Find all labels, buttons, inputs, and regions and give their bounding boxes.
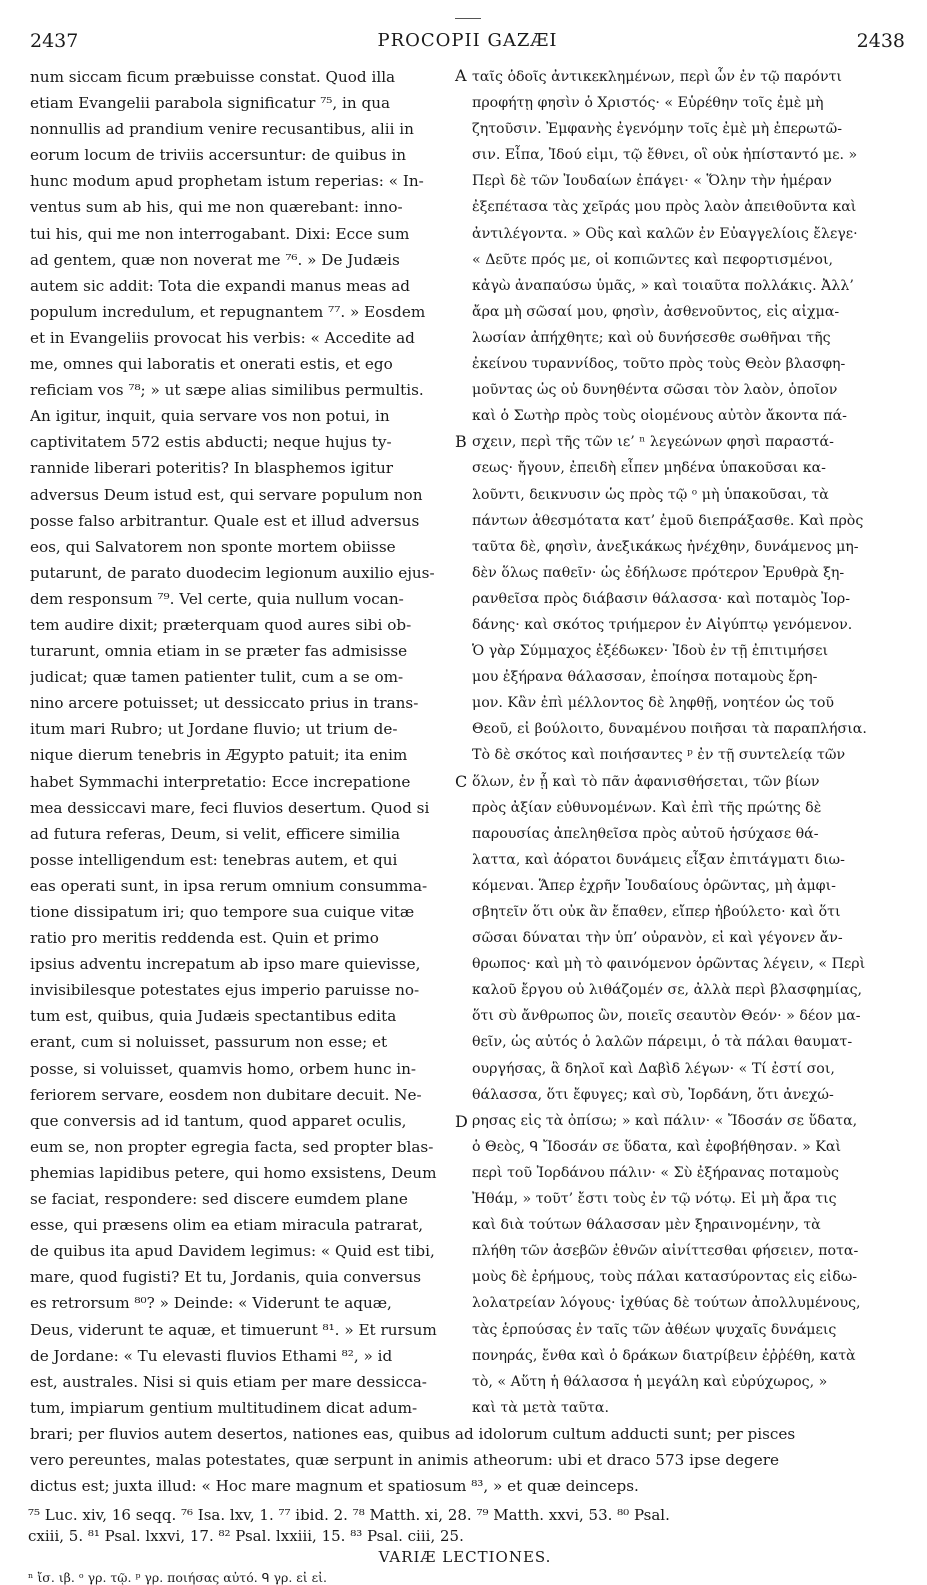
greek-line: θάλασσα, ὅτι ἔφυγες; καὶ σὺ, Ἰορδάνη, ὅτι ἀνεχώ- <box>472 1086 834 1103</box>
greek-line: Θεοῦ, εἰ βούλοιτο, δυναμένου ποιῆσαι τὰ παραπλήσια. <box>472 721 867 738</box>
full-width-line: vero pereuntes, malas potestates, quæ serpunt in animis atheorum: ubi et draco 573 ipse degere <box>30 1451 779 1470</box>
greek-line: περὶ τοῦ Ἰορδάνου πάλιν· « Σὺ ἐξήρανας ποταμοὺς <box>472 1164 839 1181</box>
greek-line: Ἠθάμ, » τοῦτ’ ἔστι τοὺς ἐν τῷ νότῳ. Εἰ μὴ ἄρα τις <box>472 1191 837 1208</box>
latin-line: mare, quod fugisti? Et tu, Jordanis, quia conversus <box>30 1268 422 1287</box>
greek-line: ρησας εἰς τὰ ὀπίσω; » καὶ πάλιν· « Ἴδοσάν σε ὕδατα, <box>472 1112 858 1129</box>
greek-line: ταῦτα δὲ, φησὶν, ἀνεξικάκως ἠνέχθην, δυνάμενος μη- <box>472 538 859 555</box>
right-page-number: 2438 <box>856 30 905 52</box>
footnote-line-2: cxiii, 5. ⁸¹ Psal. lxxvi, 17. ⁸² Psal. lxxiii, 15. ⁸³ Psal. ciii, 25. <box>28 1526 464 1545</box>
latin-line: nonnullis ad prandium venire recusantibus, alii in <box>30 120 414 139</box>
greek-column <box>472 64 904 1421</box>
latin-line: eorum locum de triviis accersuntur: de quibus in <box>30 146 407 165</box>
greek-line: σιν. Εἶπα, Ἰδού εἰμι, τῷ ἔθνει, οἳ οὐκ ἠπίσταντό με. » <box>472 147 858 164</box>
latin-line: phemias lapidibus petere, qui homo exsistens, Deum <box>30 1163 437 1182</box>
greek-line: δὲν ὅλως παθεῖν· ὡς ἐδήλωσε πρότερον Ἐρυθρὰ ξη- <box>472 564 845 581</box>
latin-line: nique dierum tenebris in Ægypto patuit; ita enim <box>30 746 408 765</box>
full-width-line: dictus est; juxta illud: « Hoc mare magnum et spatiosum ⁸³, » et quæ deinceps. <box>30 1477 639 1496</box>
footnote-line-1: ⁷⁵ Luc. xiv, 16 seqq. ⁷⁶ Isa. lxv, 1. ⁷⁷ ibid. 2. ⁷⁸ Matth. xi, 28. ⁷⁹ Matth. xxvi, 53. ⁸⁰ Psal. <box>28 1505 670 1524</box>
latin-line: An igitur, inquit, quia servare vos non potui, in <box>30 407 390 426</box>
greek-line: κἀγὼ ἀναπαύσω ὑμᾶς, » καὶ τοιαῦτα πολλάκις. Ἀλλ’ <box>472 277 854 294</box>
latin-line: nino arcere potuisset; ut dessiccato prius in trans- <box>30 694 419 713</box>
latin-line: de quibus ita apud Davidem legimus: « Quid est tibi, <box>30 1242 435 1261</box>
full-width-text <box>30 1421 902 1499</box>
latin-line: es retrorsum ⁸⁰? » Deinde: « Viderunt te aquæ, <box>30 1294 392 1313</box>
latin-line: eum se, non propter egregia facta, sed propter blas- <box>30 1137 434 1156</box>
greek-line: καὶ ὁ Σωτὴρ πρὸς τοὺς οἰομένους αὐτὸν ἄκοντα πά- <box>472 408 847 425</box>
greek-line: « Δεῦτε πρός με, οἱ κοπιῶντες καὶ πεφορτισμένοι, <box>472 251 834 268</box>
margin-letter-c: C <box>455 772 468 791</box>
latin-line: dem responsum ⁷⁹. Vel certe, quia nullum vocan- <box>30 589 404 608</box>
latin-line: ventus sum ab his, qui me non quærebant: inno- <box>30 198 403 217</box>
latin-line: posse falso arbitrantur. Quale est et illud adversus <box>30 511 420 530</box>
greek-line: καὶ διὰ τούτων θάλασσαν μὲν ξηραινομένην, τὰ <box>472 1217 821 1234</box>
latin-column <box>30 64 452 1421</box>
latin-line: autem sic addit: Tota die expandi manus meas ad <box>30 276 411 295</box>
greek-line: κόμεναι. Ἅπερ ἐχρῆν Ἰουδαίους ὁρῶντας, μὴ ἀμφι- <box>472 877 836 894</box>
greek-line: δάνης· καὶ σκότος τριήμερον ἐν Αἰγύπτῳ γενόμενον. <box>472 616 853 633</box>
greek-line: μου ἐξήρανα θάλασσαν, ἐποίησα ποταμοὺς ἔρη- <box>472 669 818 686</box>
greek-line: πλήθη τῶν ἀσεβῶν ἐθνῶν αἰνίττεσθαι φήσειεν, ποτα- <box>472 1243 859 1260</box>
latin-line: invisibilesque potestates ejus imperio paruisse no- <box>30 981 420 1000</box>
latin-line: eas operati sunt, in ipsa rerum omnium consumma- <box>30 876 428 895</box>
greek-line: καὶ τὰ μετὰ ταῦτα. <box>472 1399 609 1416</box>
latin-line: adversus Deum istud est, qui servare populum non <box>30 485 423 504</box>
latin-line: feriorem servare, eosdem non dubitare decuit. Ne- <box>30 1085 422 1104</box>
greek-line: καλοῦ ἔργου οὐ λιθάζομέν σε, ἀλλὰ περὶ βλασφημίας, <box>472 982 863 999</box>
greek-line: λωσίαν ἀπήχθητε; καὶ οὐ δυνήσεσθε σωθῆναι τῆς <box>472 329 831 346</box>
greek-line: ἐξεπέτασα τὰς χεῖράς μου πρὸς λαὸν ἀπειθοῦντα καὶ <box>472 199 857 216</box>
latin-line: tem audire dixit; præterquam quod aures sibi ob- <box>30 615 412 634</box>
latin-line: eos, qui Salvatorem non sponte mortem obiisse <box>30 537 396 556</box>
variae-lectiones-line: ⁿ ἴσ. ιβ. ᵒ γρ. τῷ. ᵖ γρ. ποιήσας αὐτό. ᑫ γρ. εἰ εἰ. <box>28 1569 327 1585</box>
latin-line: que conversis ad id tantum, quod apparet oculis, <box>30 1111 407 1130</box>
latin-line: est, australes. Nisi si quis etiam per mare dessicca- <box>30 1372 427 1391</box>
latin-line: ratio pro meritis reddenda est. Quin et primo <box>30 929 379 948</box>
greek-line: ἀντιλέγοντα. » Οὓς καὶ καλῶν ἐν Εὐαγγελίοις ἔλεγε· <box>472 225 858 242</box>
latin-line: tui his, qui me non interrogabant. Dixi: Ecce sum <box>30 224 410 243</box>
margin-letter-a: A <box>455 66 467 85</box>
full-width-line: brari; per fluvios autem desertos, nationes eas, quibus ad idolorum cultum adducti sunt; per pisces <box>30 1425 796 1444</box>
header-ornament <box>455 18 481 19</box>
latin-line: ad futura referas, Deum, si velit, efficere similia <box>30 824 401 843</box>
latin-line: putarunt, de parato duodecim legionum auxilio ejus- <box>30 563 435 582</box>
greek-line: τὸ, « Αὕτη ἡ θάλασσα ἡ μεγάλη καὶ εὐρύχωρος, » <box>472 1373 828 1390</box>
greek-line: ὅλων, ἐν ᾗ καὶ τὸ πᾶν ἀφανισθήσεται, τῶν βίων <box>472 773 820 790</box>
greek-line: τὰς ἑρπούσας ἐν ταῖς τῶν ἀθέων ψυχαῖς δυνάμεις <box>472 1321 837 1338</box>
greek-line: Περὶ δὲ τῶν Ἰουδαίων ἐπάγει· « Ὅλην τὴν ἡμέραν <box>472 173 832 190</box>
greek-line: ταῖς ὁδοῖς ἀντικεκλημένων, περὶ ὧν ἐν τῷ παρόντι <box>472 69 842 85</box>
latin-line: ipsius adventu increpatum ab ipso mare quievisse, <box>30 955 421 974</box>
latin-line: num siccam ficum præbuisse constat. Quod illa <box>30 68 396 86</box>
greek-line: σχειν, περὶ τῆς τῶν ιε’ ⁿ λεγεώνων φησὶ παραστά- <box>472 434 834 451</box>
latin-line: posse intelligendum est: tenebras autem, et qui <box>30 850 398 869</box>
greek-line: παρουσίας ἀπεληθεῖσα πρὸς αὐτοῦ ἡσύχασε θά- <box>472 825 819 842</box>
latin-line: itum mari Rubro; ut Jordane fluvio; ut trium de- <box>30 720 398 739</box>
latin-line: mea dessiccavi mare, feci fluvios desertum. Quod si <box>30 798 430 817</box>
greek-line: πρὸς ἀξίαν εὐθυνομένων. Καὶ ἐπὶ τῆς πρώτης δὲ <box>472 799 822 816</box>
variae-lectiones-title: VARIÆ LECTIONES. <box>378 1547 552 1566</box>
greek-line: ζητοῦσιν. Ἐμφανὴς ἐγενόμην τοῖς ἐμὲ μὴ ἐπερωτῶ- <box>472 121 842 138</box>
latin-line: et in Evangeliis provocat his verbis: « Accedite ad <box>30 328 415 347</box>
latin-line: reficiam vos ⁷⁸; » ut sæpe alias similibus permultis. <box>30 381 424 400</box>
greek-line: ὅτι σὺ ἄνθρωπος ὢν, ποιεῖς σεαυτὸν Θεόν· » δέον μα- <box>472 1008 861 1025</box>
greek-line: προφήτῃ φησὶν ὁ Χριστός· « Εὑρέθην τοῖς ἐμὲ μὴ <box>472 95 824 112</box>
left-page-number: 2437 <box>30 30 79 52</box>
latin-line: se faciat, respondere: sed discere eumdem plane <box>30 1190 408 1209</box>
greek-line: σεως· ἤγουν, ἐπειδὴ εἶπεν μηδένα ὑπακοῦσαι κα- <box>472 460 826 477</box>
latin-line: populum incredulum, et repugnantem ⁷⁷. » Eosdem <box>30 302 426 321</box>
greek-line: θρωπος· καὶ μὴ τὸ φαινόμενον ὁρῶντας λέγειν, « Περὶ <box>472 956 866 973</box>
latin-line: ad gentem, quæ non noverat me ⁷⁶. » De Judæis <box>30 250 400 269</box>
greek-line: Ὁ γὰρ Σύμμαχος ἐξέδωκεν· Ἰδοὺ ἐν τῇ ἐπιτιμήσει <box>472 643 829 660</box>
greek-line: σῶσαι δύναται τὴν ὑπ’ οὐρανὸν, εἰ καὶ γέγονεν ἄν- <box>472 930 843 947</box>
greek-line: λολατρείαν λόγους· ἰχθύας δὲ τούτων ἀπολλυμένους, <box>472 1295 861 1312</box>
latin-line: tione dissipatum iri; quo tempore sua cuique vitæ <box>30 903 415 921</box>
latin-line: de Jordane: « Tu elevasti fluvios Ethami ⁸², » id <box>30 1346 393 1365</box>
greek-line: μον. Κἂν ἐπὶ μέλλοντος δὲ ληφθῇ, νοητέον ὡς τοῦ <box>472 695 835 712</box>
greek-line: ὁ Θεὸς, ᑫ Ἴδοσάν σε ὕδατα, καὶ ἐφοβήθησαν. » Καὶ <box>472 1138 842 1155</box>
latin-line: habet Symmachi interpretatio: Ecce increpatione <box>30 772 411 791</box>
latin-line: esse, qui præsens olim ea etiam miracula patrarat, <box>30 1216 424 1235</box>
margin-letter-b: B <box>455 432 467 451</box>
latin-line: tum, impiarum gentium multitudinem dicat adum- <box>30 1398 418 1417</box>
greek-line: ἐκείνου τυραννίδος, τοῦτο πρὸς τοὺς Θεὸν βλασφη- <box>472 356 846 373</box>
latin-line: judicat; quæ tamen patienter tulit, cum a se om- <box>30 668 404 687</box>
running-header <box>30 18 905 66</box>
latin-line: me, omnes qui laboratis et onerati estis, et ego <box>30 355 393 374</box>
latin-line: etiam Evangelii parabola significatur ⁷⁵, in qua <box>30 94 391 113</box>
latin-line: rannide liberari poteritis? In blasphemos igitur <box>30 459 394 478</box>
latin-line: captivitatem 572 estis abducti; neque hujus ty- <box>30 433 392 452</box>
greek-line: σβητεῖν ὅτι οὐκ ἂν ἔπαθεν, εἴπερ ἠβούλετο· καὶ ὅτι <box>472 904 841 920</box>
greek-line: ἄρα μὴ σῶσαί μου, φησὶν, ἀσθενοῦντος, εἰς αἰχμα- <box>472 303 840 320</box>
greek-line: Τὸ δὲ σκότος καὶ ποιήσαντες ᵖ ἐν τῇ συντελείᾳ τῶν <box>472 747 846 764</box>
latin-line: erant, cum si noluisset, passurum non esse; et <box>30 1033 388 1052</box>
latin-line: turarunt, omnia etiam in se præter fas admisisse <box>30 642 408 661</box>
margin-letter-d: D <box>455 1112 468 1131</box>
latin-line: Deus, viderunt te aquæ, et timuerunt ⁸¹. » Et rursum <box>30 1320 437 1339</box>
greek-line: λοῦντι, δεικνυσιν ὡς πρὸς τῷ ᵒ μὴ ὑπακοῦσαι, τὰ <box>472 486 829 503</box>
latin-line: posse, si voluisset, quamvis homo, orbem hunc in- <box>30 1059 417 1078</box>
greek-line: λαττα, καὶ ἀόρατοι δυνάμεις εἶξαν ἐπιτάγματι διω- <box>472 851 845 868</box>
greek-line: πάντων ἀθεσμότατα κατ’ ἐμοῦ διεπράξασθε. Καὶ πρὸς <box>472 512 864 529</box>
greek-line: ουργήσας, ἃ δηλοῖ καὶ Δαβὶδ λέγων· « Τί ἐστί σοι, <box>472 1060 835 1077</box>
running-title: PROCOPII GAZÆI <box>377 30 558 51</box>
greek-line: μοῦντας ὡς οὐ δυνηθέντα σῶσαι τὸν λαὸν, ὁποῖον <box>472 382 838 399</box>
greek-line: θεῖν, ὡς αὐτός ὁ λαλῶν πάρειμι, ὁ τὰ πάλαι θαυματ- <box>472 1034 853 1051</box>
greek-line: μοὺς δὲ ἐρήμους, τοὺς πάλαι κατασύροντας εἰς εἰδω- <box>472 1269 858 1286</box>
greek-line: ρανθεῖσα πρὸς διάβασιν θάλασσα· καὶ ποταμὸς Ἰορ- <box>472 590 851 607</box>
latin-line: tum est, quibus, quia Judæis spectantibus edita <box>30 1007 397 1026</box>
latin-line: hunc modum apud prophetam istum reperias: « In- <box>30 172 424 191</box>
greek-line: πονηράς, ἔνθα καὶ ὁ δράκων διατρίβειν ἐῤῥέθη, κατὰ <box>472 1347 856 1364</box>
